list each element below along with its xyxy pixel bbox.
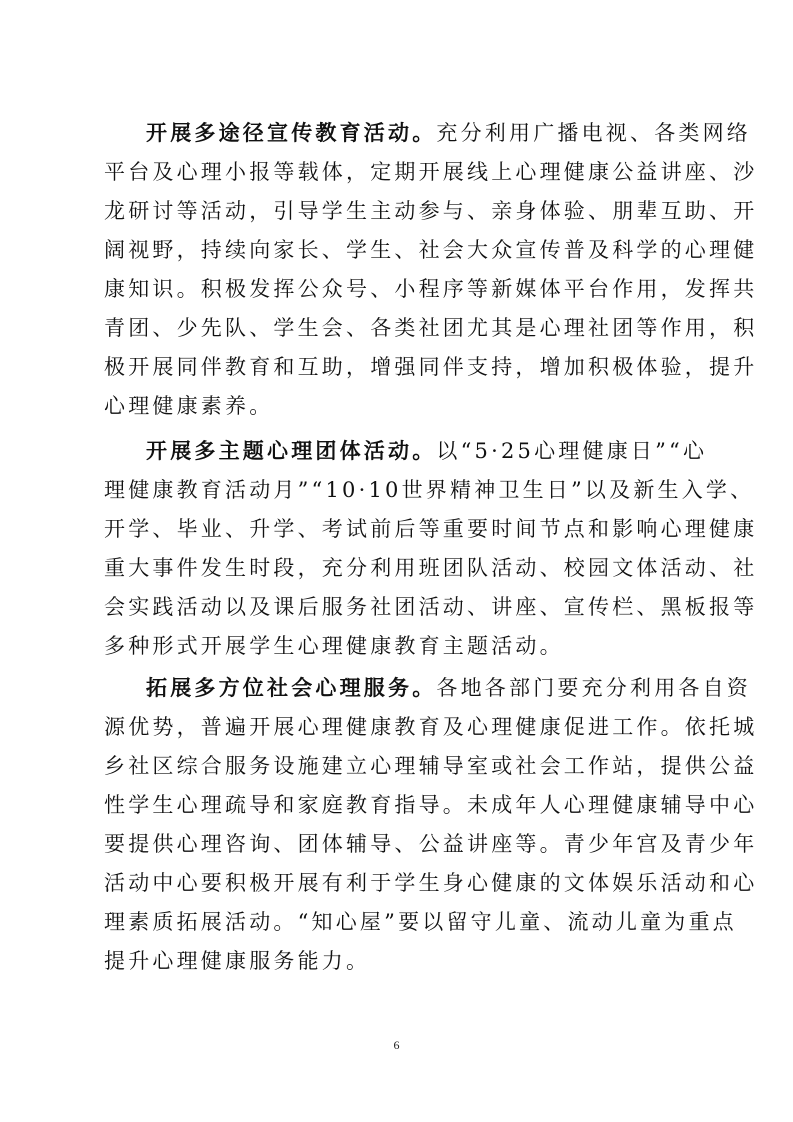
paragraph-1-heading: 开展多途径宣传教育活动。 [146,121,437,145]
paragraph-3-line-5: 要提供心理咨询、团体辅导、公益讲座等。青少年宫及青少年 [104,832,758,856]
paragraph-2-line-2: 理健康教育活动月”“10·10世界精神卫生日”以及新生入学、 [104,478,755,502]
paragraph-3-line-6: 活动中心要积极开展有利于学生身心健康的文体娱乐活动和心 [104,871,758,895]
paragraph-2-line-1 [146,430,707,472]
paragraph-1-text: 充分利用广播电视、各类网络 [436,121,752,145]
paragraph-3-line-8: 提升心理健康服务能力。 [104,949,371,973]
page-number: 6 [393,1038,400,1052]
paragraph-2-line-3: 开学、毕业、升学、考试前后等重要时间节点和影响心理健康 [104,517,758,541]
paragraph-3-line-4: 性学生心理疏导和家庭教育指导。未成年人心理健康辅导中心 [104,793,758,817]
paragraph-2-line-6: 多种形式开展学生心理健康教育主题活动。 [104,634,564,658]
paragraph-2-heading: 开展多主题心理团体活动。 [146,439,437,463]
paragraph-2-line-4: 重大事件发生时段，充分利用班团队活动、校园文体活动、社 [104,556,758,580]
paragraph-3-text: 各地各部门要充分利用各自资 [436,676,752,700]
paragraph-1-line-5: 康知识。积极发挥公众号、小程序等新媒体平台作用，发挥共 [104,277,758,301]
paragraph-1-line-1 [146,112,751,154]
paragraph-2-line-5: 会实践活动以及课后服务社团活动、讲座、宣传栏、黑板报等 [104,595,758,619]
paragraph-2-text: 以“5·25心理健康日”“心 [436,439,708,463]
paragraph-3-line-3: 乡社区综合服务设施建立心理辅导室或社会工作站，提供公益 [104,754,758,778]
paragraph-1-line-2: 平台及心理小报等载体，定期开展线上心理健康公益讲座、沙 [104,160,758,184]
paragraph-1-line-8: 心理健康素养。 [104,394,274,418]
paragraph-1-line-3: 龙研讨等活动，引导学生主动参与、亲身体验、朋辈互助、开 [104,199,758,223]
paragraph-3-line-2: 源优势，普遍开展心理健康教育及心理健康促进工作。依托城 [104,715,758,739]
paragraph-1-line-6: 青团、少先队、学生会、各类社团尤其是心理社团等作用，积 [104,316,758,340]
paragraph-3-line-7: 理素质拓展活动。“知心屋”要以留守儿童、流动儿童为重点 [104,910,737,934]
paragraph-1-line-7: 极开展同伴教育和互助，增强同伴支持，增加积极体验，提升 [104,355,758,379]
paragraph-3-line-1 [146,667,751,709]
paragraph-3-heading: 拓展多方位社会心理服务。 [146,676,437,700]
paragraph-1-line-4: 阔视野，持续向家长、学生、社会大众宣传普及科学的心理健 [104,238,758,262]
